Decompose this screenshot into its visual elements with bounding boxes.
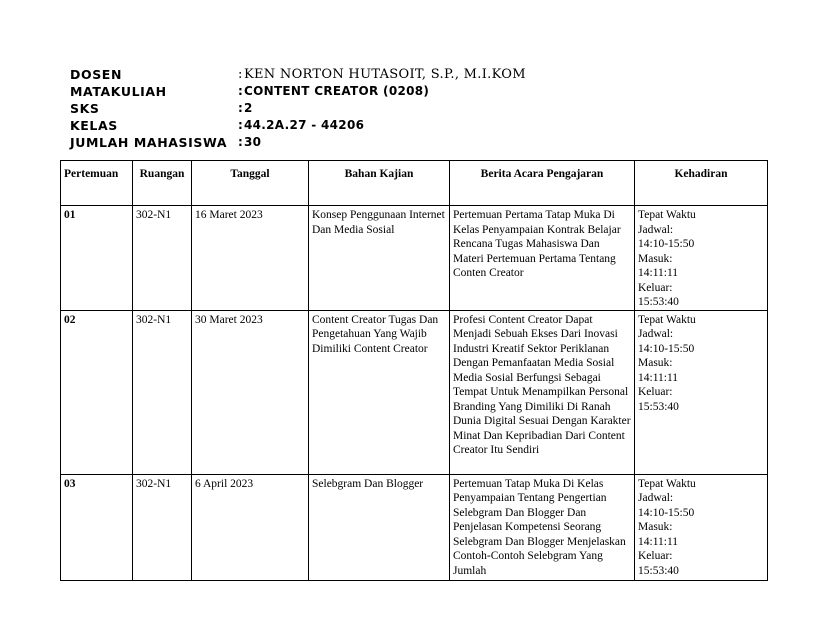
jumlah-label: JUMLAH MAHASISWA <box>70 135 228 150</box>
keluar-value: 15:53:40 <box>638 400 679 413</box>
cell-ruangan: 302-N1 <box>133 310 192 474</box>
keluar-label: Keluar: <box>638 386 673 398</box>
cell-tanggal: 30 Maret 2023 <box>192 310 309 474</box>
info-row-matakuliah <box>70 83 526 100</box>
jumlah-value <box>238 134 261 151</box>
cell-kehadiran <box>635 474 768 580</box>
jadwal-label: Jadwal: <box>638 492 674 504</box>
cell-tanggal: 6 April 2023 <box>192 474 309 580</box>
colon: : <box>238 101 244 115</box>
masuk-value: 14:11:11 <box>638 371 679 384</box>
info-row-jumlah <box>70 134 526 151</box>
keluar-label: Keluar: <box>638 550 673 562</box>
cell-bahan-kajian: Selebgram Dan Blogger <box>309 474 450 580</box>
colon: : <box>238 67 243 82</box>
cell-tanggal: 16 Maret 2023 <box>192 206 309 311</box>
teaching-record-table <box>60 160 768 581</box>
jadwal-value: 14:10-15:50 <box>638 506 695 519</box>
header-tanggal: Tanggal <box>192 161 309 206</box>
matakuliah-name: CONTENT CREATOR (0208) <box>244 84 430 98</box>
jadwal-value: 14:10-15:50 <box>638 238 695 250</box>
info-row-dosen <box>70 66 526 83</box>
matakuliah-value <box>238 83 429 100</box>
kehadiran-status: Tepat Waktu <box>638 209 696 221</box>
header-ruangan: Ruangan <box>133 161 192 206</box>
cell-berita-acara: Pertemuan Tatap Muka Di Kelas Penyampaian Tentang Pengertian Selebgram Dan Blogger Dan Penjelasan Kompetensi Seorang Selebgram Dan Blogger Menjelaskan Contoh-Contoh Selebgram Yang Jumlah <box>450 474 635 580</box>
cell-kehadiran <box>635 310 768 474</box>
kehadiran-status: Tepat Waktu <box>638 313 696 326</box>
info-row-kelas <box>70 117 526 134</box>
cell-pertemuan: 02 <box>61 310 133 474</box>
keluar-value: 15:53:40 <box>638 296 679 308</box>
cell-bahan-kajian: Content Creator Tugas Dan Pengetahuan Yang Wajib Dimiliki Content Creator <box>309 310 450 474</box>
masuk-value: 14:11:11 <box>638 267 679 279</box>
masuk-label: Masuk: <box>638 521 673 533</box>
sks-label: SKS <box>70 101 100 116</box>
dosen-name: KEN NORTON HUTASOIT, S.P., M.I.KOM <box>244 67 526 82</box>
cell-pertemuan: 03 <box>61 474 133 580</box>
colon: : <box>238 118 244 132</box>
jumlah-number: 30 <box>244 135 262 149</box>
masuk-label: Masuk: <box>638 357 673 369</box>
table-row <box>61 310 768 474</box>
cell-berita-acara: Pertemuan Pertama Tatap Muka Di Kelas Penyampaian Kontrak Belajar Rencana Tugas Mahasiswa Dan Materi Pertemuan Pertama Tentang Conten Creator <box>450 206 635 311</box>
colon: : <box>238 84 244 98</box>
table-header-row <box>61 161 768 206</box>
header-berita-acara: Berita Acara Pengajaran <box>450 161 635 206</box>
cell-bahan-kajian: Konsep Penggunaan Internet Dan Media Sosial <box>309 206 450 311</box>
cell-ruangan: 302-N1 <box>133 206 192 311</box>
jadwal-value: 14:10-15:50 <box>638 342 695 355</box>
jadwal-label: Jadwal: <box>638 223 674 236</box>
header-pertemuan: Pertemuan <box>61 161 133 206</box>
cell-berita-acara: Profesi Content Creator Dapat Menjadi Sebuah Ekses Dari Inovasi Industri Kreatif Sektor Periklanan Dengan Pemanfaatan Media Sosial Media Sosial Berfungsi Sebagai Tempat Untuk Menampilkan Personal Branding Yang Dimiliki Di Ranah Dunia Digital Sesuai Dengan Karakter Minat Dan Kepribadian Dari Content Creator Itu Sendiri <box>450 310 635 474</box>
dosen-value <box>238 66 526 83</box>
cell-ruangan: 302-N1 <box>133 474 192 580</box>
kelas-value <box>238 117 364 134</box>
header-kehadiran: Kehadiran <box>635 161 768 206</box>
table-row <box>61 206 768 311</box>
kelas-label: KELAS <box>70 118 118 133</box>
course-info <box>70 66 526 151</box>
sks-number: 2 <box>244 101 253 115</box>
matakuliah-label: MATAKULIAH <box>70 84 167 99</box>
table-row <box>61 474 768 580</box>
cell-pertemuan: 01 <box>61 206 133 311</box>
kelas-code: 44.2A.27 - 44206 <box>244 118 365 132</box>
colon: : <box>238 135 244 149</box>
jadwal-label: Jadwal: <box>638 328 674 340</box>
keluar-label: Keluar: <box>638 281 673 294</box>
masuk-value: 14:11:11 <box>638 535 679 548</box>
masuk-label: Masuk: <box>638 252 673 265</box>
cell-kehadiran <box>635 206 768 311</box>
header-bahan-kajian: Bahan Kajian <box>309 161 450 206</box>
info-row-sks <box>70 100 526 117</box>
sks-value <box>238 100 253 117</box>
dosen-label: DOSEN <box>70 67 123 82</box>
keluar-value: 15:53:40 <box>638 564 679 577</box>
kehadiran-status: Tepat Waktu <box>638 477 696 490</box>
